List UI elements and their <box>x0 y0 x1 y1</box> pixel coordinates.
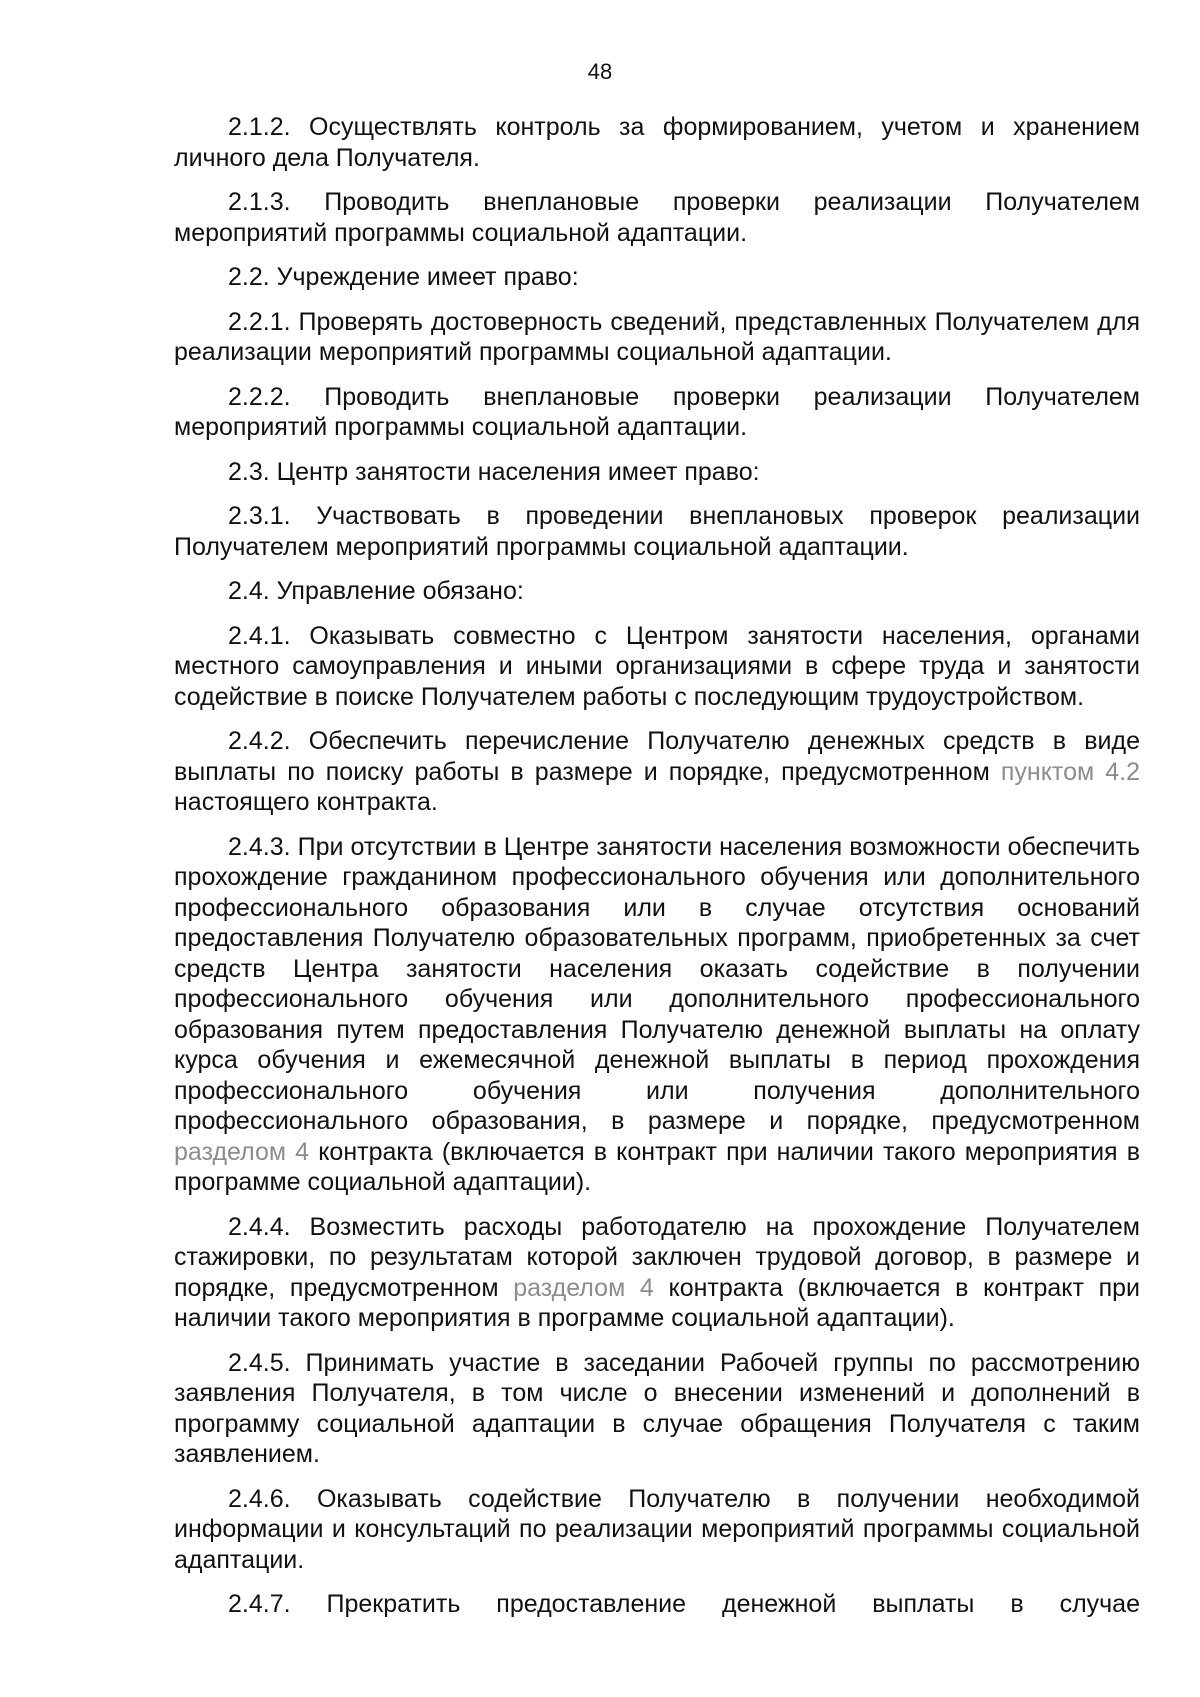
paragraph-2-4-5: 2.4.5. Принимать участие в заседании Рабочей группы по рассмотрению заявления Получателя, в том числе о внесении изменений и дополнений в программу социальной адаптации в случае обращения Получателя с таким заявлением. <box>174 1348 1140 1468</box>
paragraph-2-2-1: 2.2.1. Проверять достоверность сведений, представленных Получателем для реализации мероприятий программы социальной адаптации. <box>174 307 1140 366</box>
paragraph-2-4-2: 2.4.2. Обеспечить перечисление Получателю денежных средств в виде выплаты по поиску работы в размере и порядке, предусмотренном пунктом 4.2 настоящего контракта. <box>174 727 1141 816</box>
page-number: 48 <box>587 59 613 84</box>
cross-reference-link[interactable]: разделом 4 <box>513 1273 654 1302</box>
paragraph-2-3-1: 2.3.1. Участвовать в проведении внеплановых проверок реализации Получателем мероприятий программы социальной адаптации. <box>174 502 1140 561</box>
paragraph-2-1-3: 2.1.3. Проводить внеплановые проверки реализации Получателем мероприятий программы социальной адаптации. <box>174 188 1140 247</box>
document-body <box>174 112 1140 1620</box>
paragraph-2-4: 2.4. Управление обязано: <box>228 577 524 605</box>
paragraph-2-1-2: 2.1.2. Осуществлять контроль за формированием, учетом и хранением личного дела Получателя. <box>174 113 1140 172</box>
cross-reference-link[interactable]: пунктом 4.2 <box>1000 757 1141 786</box>
paragraph-2-4-3: 2.4.3. При отсутствии в Центре занятости населения возможности обеспечить прохождение гражданином профессионального обучения или дополнительного профессионального образования или в случае отсутствия оснований предоставления Получателю образовательных программ, приобретенных за счет средств Центра занятости населения оказать содействие в получении профессионального обучения или дополнительного профессионального образования путем предоставления Получателю денежной выплаты на оплату курса обучения и ежемесячной денежной выплаты в период прохождения профессионального обучения или получения дополнительного профессионального образования, в размере и порядке, предусмотренном разделом 4 контракта (включается в контракт при наличии такого мероприятия в программе социальной адаптации). <box>174 832 1140 1196</box>
paragraph-2-2-2: 2.2.2. Проводить внеплановые проверки реализации Получателем мероприятий программы социальной адаптации. <box>174 382 1140 441</box>
paragraph-2-4-1: 2.4.1. Оказывать совместно с Центром занятости населения, органами местного самоуправления и иными организациями в сфере труда и занятости содействие в поиске Получателем работы с последующим трудоустройством. <box>174 621 1140 711</box>
paragraph-2-2: 2.2. Учреждение имеет право: <box>228 263 579 291</box>
cross-reference-link[interactable]: разделом 4 <box>174 1137 310 1166</box>
paragraph-2-4-4: 2.4.4. Возместить расходы работодателю на прохождение Получателем стажировки, по результатам которой заключен трудовой договор, в размере и порядке, предусмотренном разделом 4 контракта (включается в контракт при наличии такого мероприятия в программе социальной адаптации). <box>174 1212 1140 1332</box>
paragraph-2-3: 2.3. Центр занятости населения имеет право: <box>228 457 760 486</box>
paragraph-2-4-7: 2.4.7. Прекратить предоставление денежной выплаты в случае <box>228 1590 1140 1618</box>
paragraph-2-4-6: 2.4.6. Оказывать содействие Получателю в получении необходимой информации и консультаций по реализации мероприятий программы социальной адаптации. <box>174 1484 1140 1574</box>
